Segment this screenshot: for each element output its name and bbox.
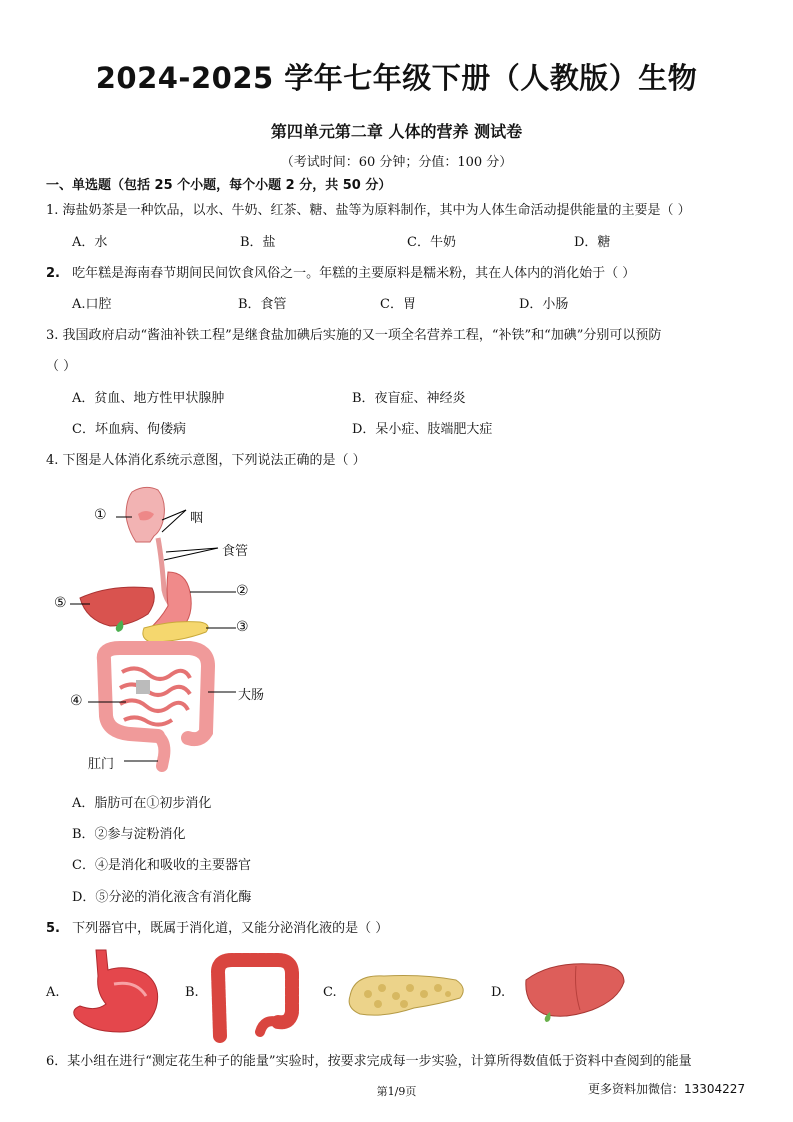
stomach-image (66, 946, 166, 1042)
q4-option-b: B．②参与淀粉消化 (72, 827, 186, 842)
digestive-system-diagram (40, 480, 300, 780)
question-3-line1: 3. 我国政府启动“酱油补铁工程”是继食盐加碘后实施的又一项全名营养工程，“补铁”和“加碘”分别可以预防 (46, 328, 662, 343)
question-2-text: 吃年糕是海南春节期间民间饮食风俗之一。年糕的主要原料是糯米粉，其在人体内的消化始于（ ） (72, 266, 636, 281)
page-number: 第1/9页 (376, 1085, 417, 1098)
q2-option-d: D．小肠 (519, 297, 569, 312)
exam-info: （考试时间：60 分钟；分值：100 分） (280, 155, 513, 170)
q2-option-c: C．胃 (380, 297, 416, 312)
q5-option-c: C. (323, 985, 337, 1000)
label-pharynx: 咽 (190, 511, 204, 526)
question-1: 1. 海盐奶茶是一种饮品，以水、牛奶、红茶、糖、盐等为原料制作，其中为人体生命活动提供能量的主要是（ ） (46, 203, 691, 218)
question-5 (46, 917, 388, 936)
label-2: ② (236, 583, 249, 599)
label-large-intestine: 大肠 (238, 688, 265, 703)
q1-option-c: C．牛奶 (407, 235, 456, 250)
large-intestine-image (206, 952, 302, 1048)
question-2 (46, 262, 635, 281)
footer-contact: 更多资料加微信：13304227 (588, 1082, 746, 1096)
q5-option-a: A. (46, 985, 60, 1000)
question-3-line2: （ ） (46, 359, 77, 374)
q4-option-d: D．⑤分泌的消化液含有消化酶 (72, 890, 252, 905)
q3-option-a: A．贫血、地方性甲状腺肿 (72, 391, 225, 406)
page-title: 2024-2025 学年七年级下册（人教版）生物 (95, 61, 698, 95)
question-4: 4. 下图是人体消化系统示意图，下列说法正确的是（ ） (46, 453, 366, 468)
label-3: ③ (236, 619, 249, 635)
label-1: ① (94, 507, 107, 523)
q3-option-d: D．呆小症、肢端肥大症 (352, 422, 493, 437)
section-heading: 一、单选题（包括 25 个小题，每个小题 2 分，共 50 分） (46, 178, 392, 193)
label-anus: 肛门 (88, 757, 115, 772)
q1-option-d: D．糖 (574, 235, 611, 250)
pancreas-image (344, 966, 468, 1026)
q3-option-b: B．夜盲症、神经炎 (352, 391, 466, 406)
q2-option-b: B．食管 (238, 297, 287, 312)
q2-option-a: A.口腔 (72, 297, 112, 312)
question-6: 6．某小组在进行“测定花生种子的能量”实验时，按要求完成每一步实验，计算所得数值低于资料中查阅到的能量 (46, 1054, 692, 1069)
q3-option-c: C．坏血病、佝偻病 (72, 422, 186, 437)
label-5: ⑤ (54, 595, 67, 611)
question-2-number: 2. (46, 266, 60, 281)
q4-option-a: A．脂肪可在①初步消化 (72, 796, 212, 811)
page-subtitle: 第四单元第二章 人体的营养 测试卷 (270, 122, 523, 141)
q1-option-a: A．水 (72, 235, 108, 250)
liver-image (520, 960, 630, 1030)
q5-option-d: D. (491, 985, 506, 1000)
q5-option-b: B. (185, 985, 199, 1000)
q4-option-c: C．④是消化和吸收的主要器官 (72, 858, 251, 873)
digestive-system-illustration (40, 480, 300, 780)
question-5-number: 5. (46, 921, 60, 936)
label-4: ④ (70, 693, 83, 709)
q1-option-b: B．盐 (240, 235, 276, 250)
label-esophagus: 食管 (222, 544, 249, 559)
question-5-text: 下列器官中，既属于消化道，又能分泌消化液的是（ ） (72, 921, 389, 936)
